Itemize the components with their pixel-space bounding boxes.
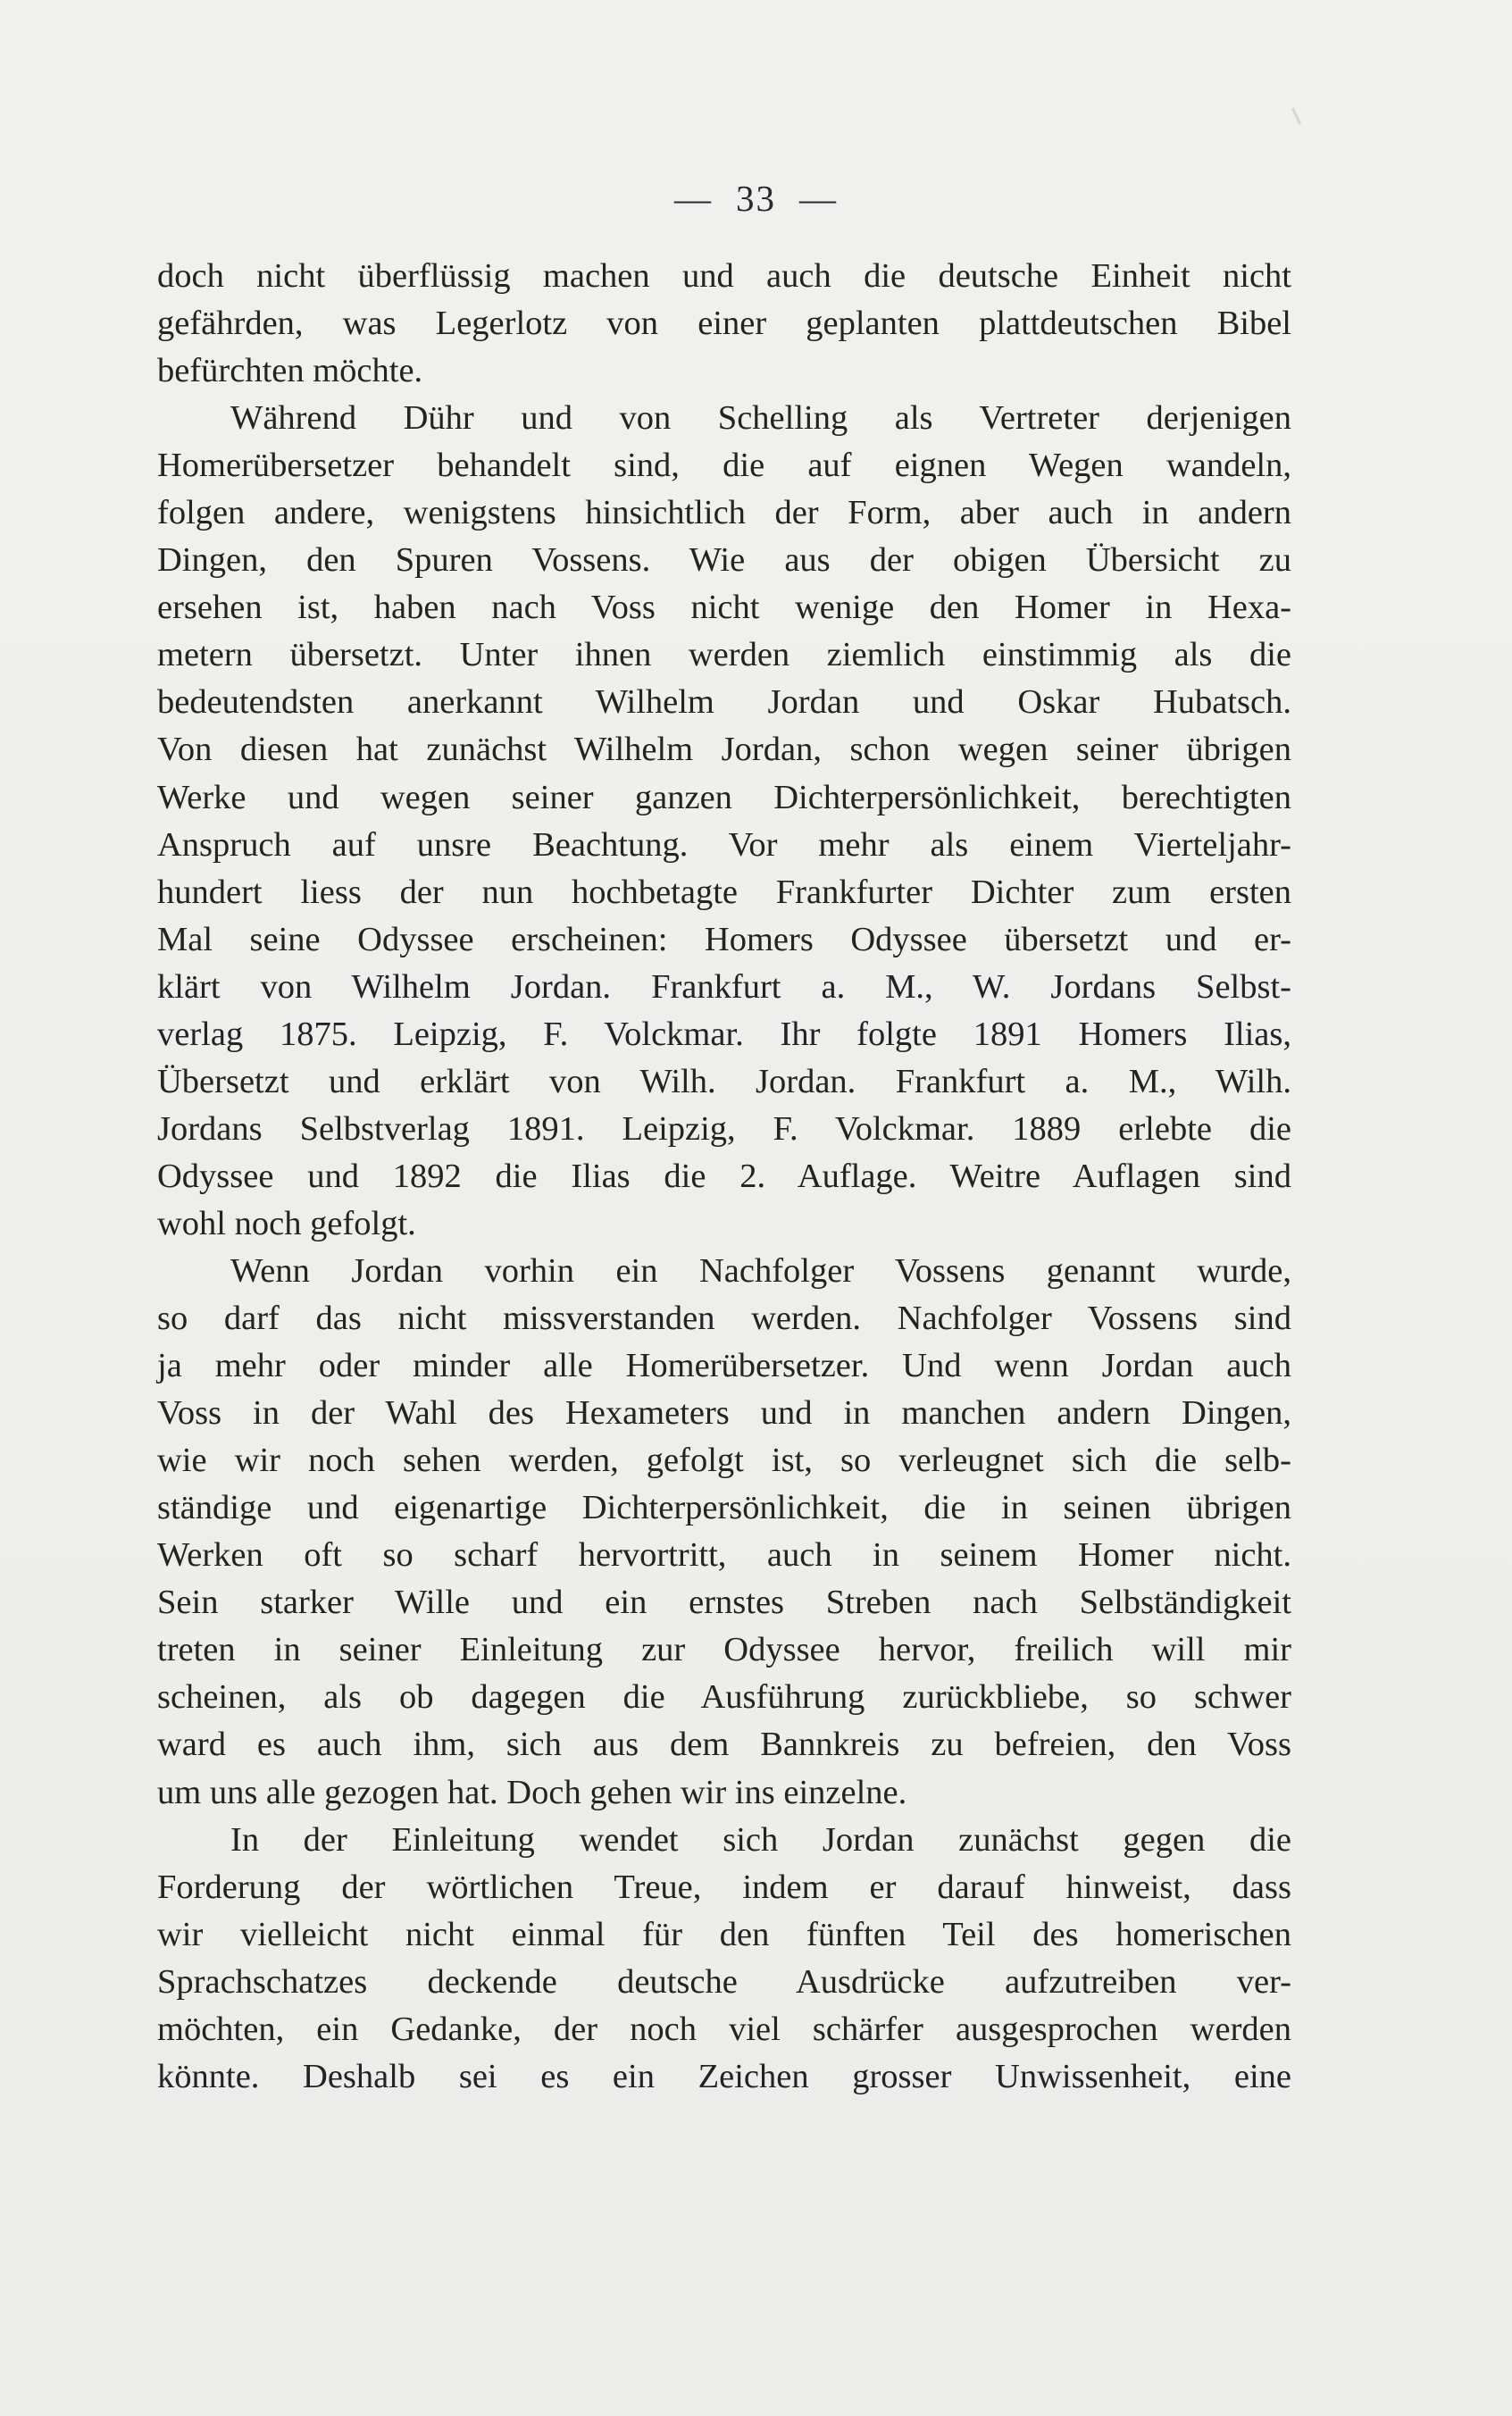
- text-line: bedeutendsten anerkannt Wilhelm Jordan und Oskar Hubatsch.: [157, 683, 1291, 722]
- text-line: ersehen ist, haben nach Voss nicht wenige den Homer in Hexa-: [157, 589, 1291, 627]
- text-line: Anspruch auf unsre Beachtung. Vor mehr als einem Vierteljahr-: [157, 825, 1291, 864]
- text-line: gefährden, was Legerlotz von einer geplanten plattdeutschen Bibel: [157, 305, 1291, 343]
- text-line: ja mehr oder minder alle Homerübersetzer. Und wenn Jordan auch: [157, 1347, 1291, 1385]
- page-number: 33: [736, 178, 776, 219]
- text-line: Jordans Selbstverlag 1891. Leipzig, F. Volckmar. 1889 erlebte die: [157, 1109, 1291, 1148]
- text-line: Sein starker Wille und ein ernstes Streben nach Selbständigkeit: [157, 1584, 1291, 1622]
- text-line: hundert liess der nun hochbetagte Frankfurter Dichter zum ersten: [157, 873, 1291, 911]
- text-line: ständige und eigenartige Dichterpersönlichkeit, die in seinen übrigen: [157, 1489, 1291, 1527]
- text-line: Von diesen hat zunächst Wilhelm Jordan, schon wegen seiner übrigen: [157, 731, 1291, 769]
- paper-mark: [1291, 107, 1301, 124]
- text-line: so darf das nicht missverstanden werden. Nachfolger Vossens sind: [157, 1300, 1291, 1338]
- text-line: In der Einleitung wendet sich Jordan zunächst gegen die: [230, 1820, 1291, 1859]
- text-line: wie wir noch sehen werden, gefolgt ist, so verleugnet sich die selb-: [157, 1442, 1291, 1480]
- text-line: Forderung der wörtlichen Treue, indem er darauf hinweist, dass: [157, 1868, 1291, 1906]
- text-line: um uns alle gezogen hat. Doch gehen wir ins einzelne.: [157, 1773, 907, 1811]
- text-line: Homerübersetzer behandelt sind, die auf eignen Wegen wandeln,: [157, 447, 1291, 485]
- text-line: verlag 1875. Leipzig, F. Volckmar. Ihr folgte 1891 Homers Ilias,: [157, 1015, 1291, 1053]
- page-number-dash-right: —: [799, 178, 838, 219]
- page-number-header: [0, 177, 1512, 220]
- text-line: Übersetzt und erklärt von Wilh. Jordan. Frankfurt a. M., Wilh.: [157, 1062, 1291, 1100]
- text-line: Wenn Jordan vorhin ein Nachfolger Vossens genannt wurde,: [230, 1251, 1291, 1290]
- text-line: könnte. Deshalb sei es ein Zeichen grosser Unwissenheit, eine: [157, 2057, 1291, 2095]
- page-number-dash-left: —: [674, 178, 713, 219]
- text-line: Dingen, den Spuren Vossens. Wie aus der obigen Übersicht zu: [157, 541, 1291, 580]
- text-line: Während Dühr und von Schelling als Vertreter derjenigen: [230, 399, 1291, 438]
- text-line: wir vielleicht nicht einmal für den fünften Teil des homerischen: [157, 1915, 1291, 1953]
- text-line: ward es auch ihm, sich aus dem Bannkreis zu befreien, den Voss: [157, 1726, 1291, 1764]
- text-line: klärt von Wilhelm Jordan. Frankfurt a. M., W. Jordans Selbst-: [157, 967, 1291, 1006]
- text-line: wohl noch gefolgt.: [157, 1204, 416, 1242]
- text-line: Mal seine Odyssee erscheinen: Homers Odyssee übersetzt und er-: [157, 920, 1291, 958]
- text-line: folgen andere, wenigstens hinsichtlich der Form, aber auch in andern: [157, 494, 1291, 532]
- text-line: möchten, ein Gedanke, der noch viel schärfer ausgesprochen werden: [157, 2010, 1291, 2048]
- text-line: Werke und wegen seiner ganzen Dichterpersönlichkeit, berechtigten: [157, 778, 1291, 816]
- text-line: befürchten möchte.: [157, 352, 423, 390]
- text-line: Werken oft so scharf hervortritt, auch in seinem Homer nicht.: [157, 1536, 1291, 1575]
- text-line: Odyssee und 1892 die Ilias die 2. Auflage. Weitre Auflagen sind: [157, 1157, 1291, 1195]
- text-line: scheinen, als ob dagegen die Ausführung zurückbliebe, so schwer: [157, 1678, 1291, 1717]
- text-line: treten in seiner Einleitung zur Odyssee hervor, freilich will mir: [157, 1631, 1291, 1669]
- text-line: metern übersetzt. Unter ihnen werden ziemlich einstimmig als die: [157, 636, 1291, 674]
- body-text: [157, 253, 1291, 2101]
- text-line: Sprachschatzes deckende deutsche Ausdrücke aufzutreiben ver-: [157, 1962, 1291, 2001]
- text-line: doch nicht überflüssig machen und auch die deutsche Einheit nicht: [157, 257, 1291, 295]
- text-line: Voss in der Wahl des Hexameters und in manchen andern Dingen,: [157, 1394, 1291, 1433]
